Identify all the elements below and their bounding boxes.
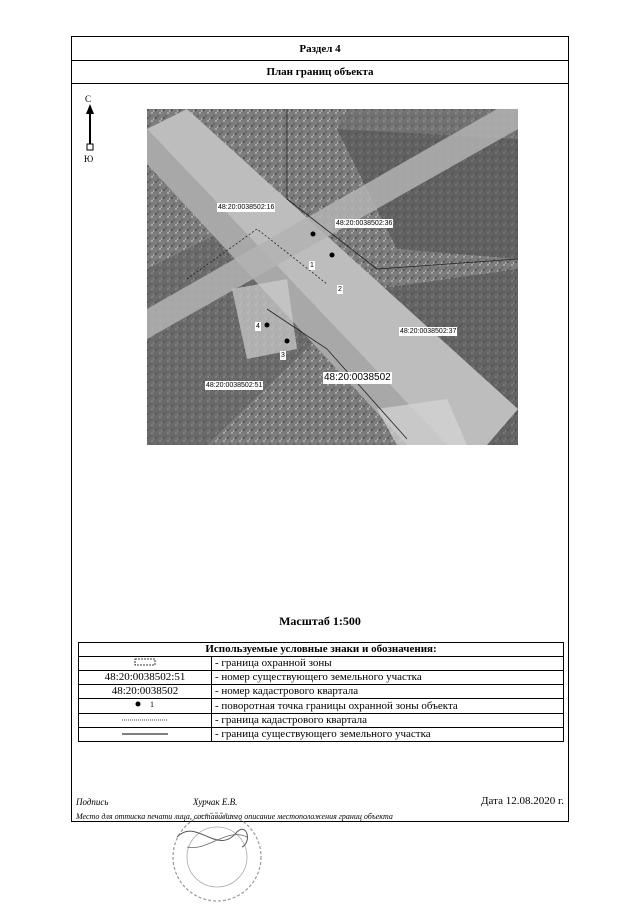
section-title: Раздел 4: [72, 37, 568, 61]
signature-line: [76, 797, 237, 807]
point-label: 1: [310, 262, 314, 269]
stamp-note: Место для оттиска печати лица, составившего описание местоположения границ объекта: [76, 812, 393, 821]
legend-title: Используемые условные знаки и обозначения:: [79, 643, 564, 657]
parcel-number-symbol: 48:20:0038502:51: [79, 671, 212, 685]
legend-row: [79, 728, 564, 742]
turning-point-symbol: [79, 699, 212, 714]
legend-text: - номер существующего земельного участка: [212, 671, 564, 685]
point-label: 4: [256, 323, 260, 330]
parcel-label: 48:20:0038502:51: [206, 382, 263, 389]
document-date: Дата 12.08.2020 г.: [481, 795, 564, 807]
legend-row: [79, 657, 564, 671]
parcel-label: 48:20:0038502:37: [400, 328, 457, 335]
legend-row: [79, 714, 564, 728]
legend-table: [78, 642, 564, 742]
compass-south-label: Ю: [84, 154, 94, 164]
legend-text: - граница кадастрового квартала: [212, 714, 564, 728]
north-arrow-icon: [84, 94, 96, 164]
legend-row: [79, 685, 564, 699]
document-page: [71, 36, 569, 822]
legend-row: [79, 699, 564, 714]
parcel-border-symbol: [79, 728, 212, 742]
map-image: [147, 109, 518, 445]
legend-text: - граница охранной зоны: [212, 657, 564, 671]
legend-text: - номер кадастрового квартала: [212, 685, 564, 699]
signer-name: Хурчак Е.В.: [193, 797, 238, 807]
parcel-label: 48:20:0038502:16: [218, 204, 275, 211]
legend-text: - граница существующего земельного участка: [212, 728, 564, 742]
compass-north-label: С: [85, 94, 92, 104]
signature-label: Подпись: [76, 797, 109, 807]
point-label: 2: [338, 286, 342, 293]
legend-text: - поворотная точка границы охранной зоны объекта: [212, 699, 564, 714]
legend-row: [79, 671, 564, 685]
quarter-number-symbol: 48:20:0038502: [79, 685, 212, 699]
zone-border-symbol: [79, 657, 212, 671]
quarter-border-symbol: [79, 714, 212, 728]
plan-title: План границ объекта: [72, 61, 568, 84]
parcel-label: 48:20:0038502:36: [336, 220, 393, 227]
stamp-seal: [167, 807, 267, 912]
svg-text:1: 1: [150, 700, 154, 709]
scale-label: Масштаб 1:500: [279, 614, 361, 628]
quarter-label: 48:20:0038502: [324, 372, 391, 383]
aerial-map: [147, 109, 518, 445]
point-label: 3: [281, 352, 285, 359]
